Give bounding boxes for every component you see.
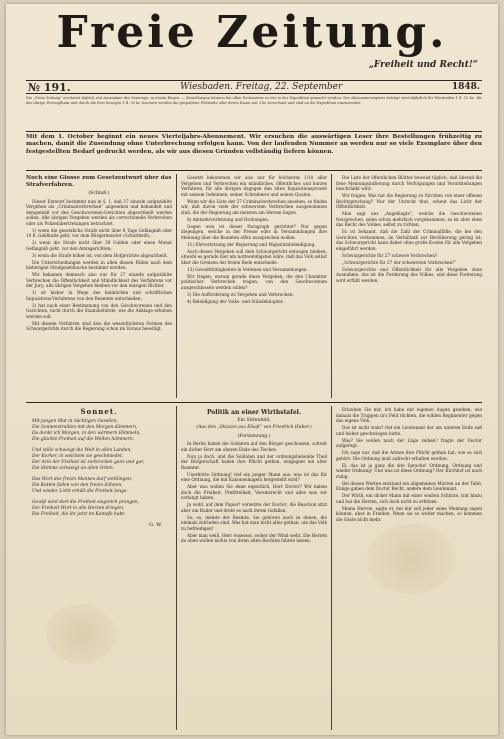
- paragraph: 1) ist bisher in Wege des heimlichen und schriftlichen Inquisitions-Verfahrens von den Beamten entschieden;: [26, 290, 172, 301]
- paragraph: 11) Ehrverletzung der Regierung und Majestätsbeleidigung.: [187, 241, 316, 247]
- column-rule: [176, 406, 177, 730]
- divider: [26, 131, 482, 132]
- article-column-5: [181, 407, 327, 729]
- newspaper-page: [6, 4, 498, 735]
- paragraph: Dieser Entwurf bestimmt nun in §. 1, daß 27 einzeln aufgezählte Vergehen als „Criminalverbrechen“ angesehen und behandelt und demgemäß vor den Geschworenen-Gerichten abgeurtheilt werden sollen. Alle übrigen Vergehen werden als correctionelle Verbrechen oder als Polizeiübertretungen betrachtet.: [26, 198, 172, 226]
- paragraph: Das ist nicht wahr! rief ein Lieutenant der am unteren Ende saß und bisher geschwiegen hatte.: [336, 425, 482, 436]
- paragraph: Die Liste der öffentlichen Blätter beweist täglich, daß überall die freie Meinungsäußerung durch Verfolgungen und Verurtheilungen beschränkt wird.: [336, 175, 482, 191]
- paragraph: 2) wenn die Strafe nicht über 30 Gulden oder einen Monat Gefängniß geht, vor den Amtsgerichten;: [26, 240, 172, 251]
- paragraph: Erlauben Sie mir, ich habe mit eigenen Augen gesehen, wie damals die Truppen in's Feld rückten, die wilden Regimenter gegen das eigene Volk.: [336, 407, 482, 423]
- sonnet-stanza: Das Wort des freien Mannes darf verklingen, Die Ketten fallen von den freien Söhnen, Und wieder Licht erhält die Freiheit lange.: [32, 476, 133, 494]
- article-column-6: [336, 407, 482, 729]
- feuilleton-subtitle: Ein Sittenbild.: [237, 417, 271, 423]
- divider: [26, 170, 482, 171]
- year: 1848.: [451, 82, 480, 92]
- sonnet-signature: G. W.: [149, 521, 162, 528]
- article-column-1: [26, 175, 172, 397]
- paragraph: 13) Gewaltthätigkeiten in Vereinen und Versammlungen.: [187, 266, 308, 272]
- article-column-2: [181, 175, 327, 397]
- paragraph: Bei diesen Worten entstand ein allgemeines Murren an der Tafel. Einige gaben dem Doctor Recht, andere dem Lieutenant.: [336, 480, 482, 491]
- paragraph: Der Wirth, ein dicker Mann mit einer weißen Schürze, trat hinzu und bat die Herren, sich doch nicht zu erhitzen.: [336, 493, 482, 504]
- paragraph: Gegen wen ist dieser Paragraph gerichtet? Nur gegen diejenigen, welche in der Presse oder in Versammlungen ihre Meinung über die Beamten offen aussprechen wollen.: [181, 223, 327, 240]
- paragraph: Was? Sie wollen mich der Lüge zeihen? fragte der Doctor aufgeregt.: [336, 437, 482, 448]
- feuilleton-divider: [26, 402, 482, 403]
- paragraph: Es ist bekannt, daß die Zahl der Criminalfälle, die bei den Gerichten vorkommen, im Verhältniß zur Bevölkerung gering ist; das Schwurgericht kann daher ohne große Kosten für alle Vergehen eingeführt werden.: [336, 229, 482, 251]
- paragraph: Schwurgerichte und Öffentlichkeit für alle Vergehen ohne Ausnahme, das ist die Forderung des Volkes, und diese Forderung wird erfüllt werden.: [336, 266, 482, 283]
- paragraph: Die Unterscheidungen werden in allen diesen Fällen nach dem bisherigen Strafgesetzbuche bestimmt werden.: [26, 259, 172, 271]
- motto: „Freiheit und Recht!“: [368, 60, 478, 70]
- issue-number: № 191.: [28, 80, 71, 94]
- subscription-notice: Die „Freie Zeitung“ erscheint täglich, mit Ausnahme des Sonntags, in einem Bogen. — Bestellungen können bei allen Postämtern so wie in der Expedition gemacht werden. Der Abonnementspreis beträgt vierteljährlich für Wiesbaden 1 fl. 12 kr., für das übrige Herzogthum und durch die Post bezogen 1 fl. 30 kr. Inserate werden die gespaltene Petitzeile oder deren Raum mit 3 kr. berechnet und sind an die Expedition einzusenden.: [26, 96, 482, 105]
- paragraph: 1) wenn die gesetzliche Strafe nicht über 8 Tage Gefängniß oder 10 fl. Geldbuße geht, vor dem Bürgermeister (Schultheiß);: [26, 227, 172, 239]
- paragraph: So, so, meinte der Beamte, Sie gehören auch zu denen, die niemals zufrieden sind. Was hat man nicht alles gethan, um das Volk zu befriedigen!: [181, 514, 327, 531]
- column-rule: [331, 406, 332, 730]
- paragraph: Meine Herren, sagte er, bei mir soll jeder seine Meinung sagen können, aber in Frieden. Wenn sie so weiter machen, so kommen die Gäste nicht mehr.: [336, 505, 482, 522]
- paragraph: „Schwurgerichte für 27 der schwersten Verbrechen!“: [342, 259, 457, 265]
- feuilleton-source: (Aus den „Skizzen aus Elsaß“ von Friedrich Huber.): [196, 425, 312, 430]
- paragraph: 8) Amtsehrverletzung und Drohungen.: [187, 216, 270, 222]
- paragraph: In Berlin haben die Soldaten auf den Bürger geschossen, schreit ein dicker Herr am oberen Ende des Tisches.: [181, 441, 327, 452]
- paragraph: Ei, das ist ja ganz die alte Sprache! Ordnung, Ordnung und wieder Ordnung! Und was ist diese Ordnung? Der Kirchhof ist auch ruhig.: [336, 462, 482, 479]
- info-line: [30, 60, 478, 70]
- sonnet-title: Sonnet.: [80, 407, 118, 416]
- paragraph: Schwurgerichte für 27 schwere Verbrechen?: [342, 252, 438, 258]
- article-subtitle: (Schluß.): [88, 191, 110, 197]
- article-column-3: [336, 175, 482, 397]
- feuilleton-continuation: (Fortsetzung.): [237, 433, 271, 439]
- paragraph: Nun ja doch, und die Soldaten und der ordnungsliebende Theil der Bürgerschaft haben ihre Pflicht gethan, entgegnet ein alter Beamter.: [181, 453, 327, 470]
- paragraph: 3) wenn die Strafe höher ist, von dem Hofgerichte abgeurtheilt.: [32, 252, 168, 258]
- sonnet-stanza: Mit jungen Mut in nächtigen Gesellen, Die Sonnenstrahlen mit den Morgen dämmern, Da denkt ich Morgen, in den wärmern Himmeln, Die glückte Freiheit auf die Welten hämmern.: [32, 418, 141, 442]
- paragraph: Gesetzt bekommen wir also nur für höchstens 1/10 aller Vergehen und Verbrechen ein mündliches, öffentliches und kurzes Verfahren, für alle übrigen dagegen den alten Inquisitionsprozeß mit seinem Geheimen, seiner Schreiberei und seinen Qualen.: [181, 175, 327, 197]
- paragraph: Aber man weiß, Herr Assessor, woher der Wind weht. Die Herren da oben wollen nichts von ihren alten Rechten fahren lassen.: [181, 532, 327, 543]
- paragraph: Ich sage nur, daß die Armee ihre Pflicht gethan hat, wie es sich gehört. Die Ordnung muß aufrecht erhalten werden.: [336, 450, 482, 461]
- dateline: [26, 80, 482, 94]
- paragraph: Mit diesem Verfahren sind also die wesentlichsten Formen des Schwurgerichts durch die Regierung schon im Voraus beseitigt.: [26, 320, 172, 332]
- masthead-title: Freie Zeitung.: [56, 7, 448, 58]
- article-title: Noch eine Glosse zum Gesetzentwurf über das Strafverfahren.: [26, 175, 172, 188]
- paragraph: Wenn wir die Liste der 27 Criminalverbrechen ansehen, so finden wir, daß davon viele der schwersten Verbrechen ausgenommen sind, die der Regierung am meisten am Herzen liegen.: [181, 198, 327, 215]
- paragraph: Wir fragen: Was hat die Regierung zu fürchten von einer offenen Rechtsprechung? Nur der Unrecht thut, scheut das Licht der Öffentlichkeit.: [336, 193, 482, 209]
- paragraph: Ja wohl, auf dem Papier! versetzte der Doctor; die Reaction sitzt aber am Ruder und dreht es nach ihrem Gefallen.: [181, 502, 327, 513]
- paragraph: Wir bekamen demnach also nur für 27 einzeln aufgezählte Verbrechen die Öffentlichkeit und Mündlichkeit des Verfahrens vor der Jury; alle übrigen Vergehen bleiben vor den einzigen Richter.: [26, 272, 172, 289]
- sonnet-stanza: Gewiß wird dort die Freiheit siegreich prangen, Der Freiheit Wort in alle Herzen dringen, Die Freiheit, die ihr jetzt im Kampfe habt.: [32, 499, 139, 517]
- column-rule: [331, 174, 332, 398]
- paragraph: Unerhörte Ordnung! rief ein junger Mann aus; was ist das für eine Ordnung, die mit Kanonenkugeln hergestellt wird?: [181, 471, 327, 482]
- lead-notice: Mit dem 1. October beginnt ein neues Vierteljahrs-Abonnement. Wir ersuchen die auswärtigen Leser ihre Bestellungen frühzeitig zu machen, damit die Zusendung ohne Unterbrechung erfolgen kann. Von der laufenden Nummer an werden nur so viele Exemplare über den festgestellten Bedarf gedruckt werden, als wir aus diesen Gründen vollständig liefern können.: [26, 134, 482, 155]
- paragraph: 3) Die Aufforderung zu Vergehen und Verbrechen.: [187, 291, 294, 297]
- paragraph: Wir fragen, warum gerade diese Vergehen, die den Charakter politischer Verbrechen tragen, von den Geschworenen ausgeschlossen werden sollen?: [181, 273, 327, 290]
- paragraph: Man sagt uns „Angeklagte“, welche die Geschworenen freisprechen, seien schon mehrfach vorgekommen; es ist aber eben das Recht des Volkes, selbst zu richten.: [336, 211, 482, 227]
- paragraph: Aber was wollen Sie denn eigentlich, Herr Doctor? Wir haben doch die Freiheit, Preßfreiheit, Vereinsrecht und alles was wir verlangt haben.: [181, 484, 327, 500]
- sonnet-column: [26, 407, 172, 729]
- feuilleton-title: Politik an einer Wirthstafel.: [206, 409, 302, 416]
- paragraph: 4) Beleidigung der Volks- und Ständehäupter.: [187, 298, 284, 304]
- column-rule: [176, 174, 177, 398]
- paragraph: Auch dieses Vergehen soll dem Schwurgericht entzogen bleiben, obwohl es gerade hier am nothwendigsten wäre, daß das Volk selbst über die Grenzen der freien Rede entscheide.: [181, 248, 327, 265]
- sonnet-stanza: Und stille schweigt die Welt in allen Landen, Der Kerker, in welchem sie geschmiedet, Der Arm der Freiheit ist zerbrochen ganz und gar, Die Stimme schweigt an allen Orten.: [32, 447, 145, 471]
- paragraph: 2) hat nach einer Bestimmung von den Geschworenen und den Gerichten, nicht durch die Staatsbehörde, wie die Anklage erhoben werden soll.: [26, 302, 172, 319]
- place-date: Wiesbaden. Freitag, 22. September: [180, 82, 343, 92]
